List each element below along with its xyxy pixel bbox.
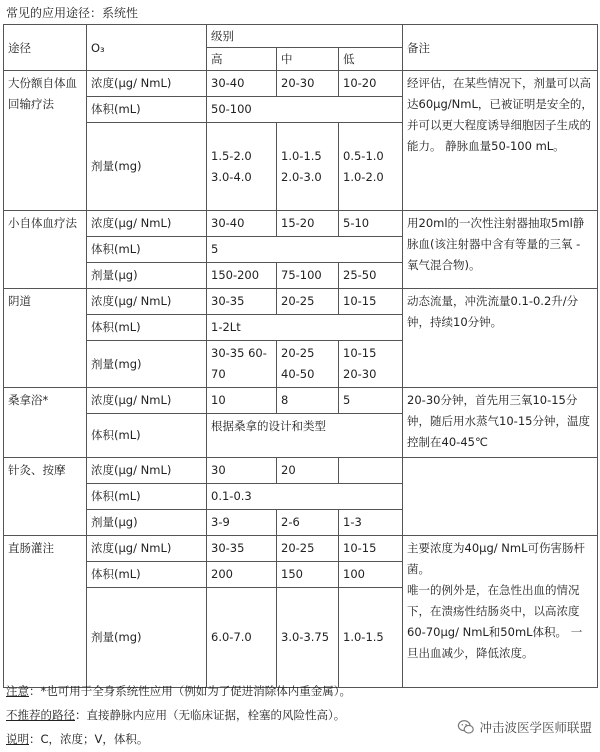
param-label: 体积(mL) xyxy=(87,562,207,588)
header-low: 低 xyxy=(339,48,403,71)
param-label: 体积(mL) xyxy=(87,484,207,510)
param-label: 剂量(mg) xyxy=(87,341,207,388)
value-high: 150-200 xyxy=(207,263,277,289)
value-low xyxy=(339,458,403,484)
value-mid: 20-30 xyxy=(277,71,339,97)
value-mid: 2-6 xyxy=(277,510,339,536)
param-label: 浓度(μg/ NmL) xyxy=(87,458,207,484)
value-mid: 15-20 xyxy=(277,211,339,237)
value-mid: 8 xyxy=(277,388,339,414)
header-route: 途径 xyxy=(4,25,87,71)
header-row xyxy=(4,25,598,48)
remark-cell: 经评估，在某些情况下，剂量可以高达60μg/NmL，已被证明是安全的，并可以更大程度诱导细胞因子生成的能力。 静脉血量50-100 mL。 xyxy=(403,71,598,211)
remark-cell: 20-30分钟，首先用三氧10-15分钟，随后用水蒸气10-15分钟，温度控制在40-45℃ xyxy=(403,388,598,458)
route-name: 桑拿浴* xyxy=(4,388,87,458)
value-mid: 20-25 xyxy=(277,289,339,315)
footnote-legend xyxy=(6,731,148,747)
param-label: 体积(mL) xyxy=(87,237,207,263)
param-label: 体积(mL) xyxy=(87,315,207,341)
table-row xyxy=(4,211,598,237)
param-label: 浓度(μg/ NmL) xyxy=(87,388,207,414)
value-merged: 1-2Lt xyxy=(207,315,403,341)
route-name: 阴道 xyxy=(4,289,87,388)
remark-cell xyxy=(403,536,598,688)
route-name: 小自体血疗法 xyxy=(4,211,87,289)
remark-line: 主要浓度为40μg/ NmL可伤害肠杆菌。 xyxy=(407,541,586,576)
footnote-notrec-text: ：直接静脉内应用（无临床证据，栓塞的风险性高）。 xyxy=(75,708,346,722)
header-mid: 中 xyxy=(277,48,339,71)
value-high: 30-40 xyxy=(207,211,277,237)
table-row xyxy=(4,71,598,97)
footnote-note xyxy=(6,683,351,699)
watermark xyxy=(457,718,592,736)
value-merged: 5 xyxy=(207,237,403,263)
value-mid: 75-100 xyxy=(277,263,339,289)
value-high: 10 xyxy=(207,388,277,414)
param-label: 浓度(μg/ NmL) xyxy=(87,536,207,562)
value-low: 1.0-1.5 xyxy=(339,588,403,688)
footnote-note-text: ：*也可用于全身系统性应用（例如为了促进消除体内重金属）。 xyxy=(29,684,351,698)
value-mid: 150 xyxy=(277,562,339,588)
param-label: 剂量(mg) xyxy=(87,588,207,688)
value-high: 30-35 xyxy=(207,289,277,315)
value-mid: 20-25 40-50 xyxy=(277,341,339,388)
param-label: 浓度(μg/ NmL) xyxy=(87,289,207,315)
param-label: 剂量(μg) xyxy=(87,263,207,289)
value-low: 25-50 xyxy=(339,263,403,289)
footnote-note-label: 注意 xyxy=(6,684,29,698)
route-name: 大份额自体血回输疗法 xyxy=(4,71,87,211)
value-low: 100 xyxy=(339,562,403,588)
param-label: 浓度(μg/ NmL) xyxy=(87,71,207,97)
value-low: 10-15 xyxy=(339,536,403,562)
header-remark: 备注 xyxy=(403,25,598,71)
value-high: 30-35 xyxy=(207,536,277,562)
value-low: 1-3 xyxy=(339,510,403,536)
header-high: 高 xyxy=(207,48,277,71)
ozone-table xyxy=(3,24,598,688)
header-o3: O₃ xyxy=(87,25,207,71)
value-high: 30-40 xyxy=(207,71,277,97)
footnote-legend-label: 说明 xyxy=(6,732,29,746)
param-label: 剂量(μg) xyxy=(87,510,207,536)
table-row xyxy=(4,388,598,414)
value-merged: 0.1-0.3 xyxy=(207,484,403,510)
value-merged: 根据桑拿的设计和类型 xyxy=(207,414,403,458)
value-high: 30 xyxy=(207,458,277,484)
value-high: 6.0-7.0 xyxy=(207,588,277,688)
footnote-notrec-label: 不推荐的路径 xyxy=(6,708,75,722)
page-title: 常见的应用途径：系统性 xyxy=(6,6,139,20)
route-name: 针灸、按摩 xyxy=(4,458,87,536)
value-high: 30-35 60-70 xyxy=(207,341,277,388)
value-merged: 50-100 xyxy=(207,97,403,123)
param-label: 体积(mL) xyxy=(87,97,207,123)
value-low: 5-10 xyxy=(339,211,403,237)
value-mid: 20 xyxy=(277,458,339,484)
remark-cell: 动态流量，冲洗流量0.1-0.2升/分钟，持续10分钟。 xyxy=(403,289,598,388)
value-high: 200 xyxy=(207,562,277,588)
value-low: 5 xyxy=(339,388,403,414)
wechat-icon xyxy=(457,718,475,736)
table-row xyxy=(4,289,598,315)
value-high: 3-9 xyxy=(207,510,277,536)
value-low: 10-15 xyxy=(339,289,403,315)
footnote-not-recommended xyxy=(6,707,345,723)
header-level: 级别 xyxy=(207,25,403,48)
remark-cell xyxy=(403,458,598,536)
value-low: 0.5-1.0 1.0-2.0 xyxy=(339,123,403,211)
value-low: 10-15 20-30 xyxy=(339,341,403,388)
table-row xyxy=(4,458,598,484)
value-mid: 3.0-3.75 xyxy=(277,588,339,688)
param-label: 剂量(mg) xyxy=(87,123,207,211)
value-high: 1.5-2.0 3.0-4.0 xyxy=(207,123,277,211)
route-name: 直肠灌注 xyxy=(4,536,87,688)
watermark-text: 冲击波医学医师联盟 xyxy=(479,720,592,735)
remark-cell: 用20ml的一次性注射器抽取5ml静脉血(该注射器中含有等量的三氧 - 氧气混合物)。 xyxy=(403,211,598,289)
remark-line: 唯一的例外是，在急性出血的情况下，在溃疡性结肠炎中，以高浓度60-70μg/ NmL和50mL体积。 一旦出血减少，降低浓度。 xyxy=(407,583,583,660)
param-label: 体积(mL) xyxy=(87,414,207,458)
value-mid: 1.0-1.5 2.0-3.0 xyxy=(277,123,339,211)
footnote-legend-text: ：C，浓度；V，体积。 xyxy=(29,732,149,746)
value-low: 10-20 xyxy=(339,71,403,97)
table-row xyxy=(4,536,598,562)
param-label: 浓度(μg/ NmL) xyxy=(87,211,207,237)
value-mid: 20-25 xyxy=(277,536,339,562)
